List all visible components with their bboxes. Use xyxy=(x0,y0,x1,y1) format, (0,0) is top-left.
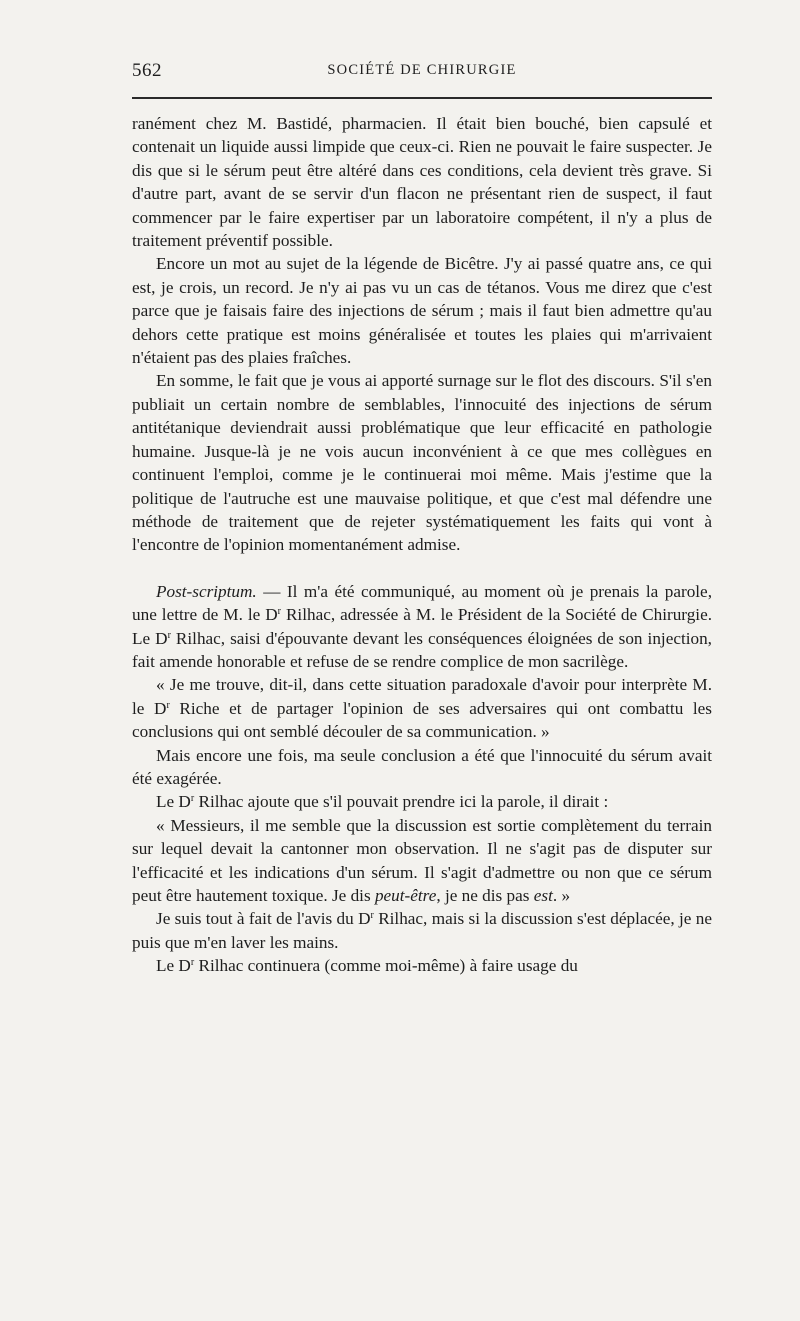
p5-text-b: Rilhac ajoute que s'il pouvait prendre ici la parole, il dirait : xyxy=(194,792,609,812)
paragraph-en-somme: En somme, le fait que je vous ai apporté surnage sur le flot des discours. S'il s'en publiait un certain nombre de semblables, l'innocuité des injections de sérum antitétanique deviendrait aussi problématique que leur efficacité en pathologie humaine. Jusque-là je ne vois aucun inconvénient à ce que mes collègues en continuent l'emploi, comme je le continuerai moi même. Mais j'estime que la politique de l'autruche est une mauvaise politique, et que c'est mal défendre une méthode de traitement que de rejeter systématiquement les faits qui vont à l'encontre de l'opinion momentanément admise. xyxy=(132,371,712,555)
paragraph-bicetre: Encore un mot au sujet de la légende de Bicêtre. J'y ai passé quatre ans, ce qui est, je crois, un record. Je n'y ai pas vu un cas de tétanos. Vous me direz que c'est parce que je faisais faire des injections de sérum ; mais il faut bien admettre qu'au dehors cette pratique est moins généralisée et toutes les plaies qui m'arrivaient n'étaient pas des plaies fraîches. xyxy=(132,254,712,368)
p6-text-a: Je suis tout à fait de l'avis du D xyxy=(156,909,371,929)
paragraph-continuera xyxy=(132,954,712,977)
ps-sup-2: r xyxy=(167,629,171,641)
ps-text-c: Rilhac, saisi d'épouvante devant les conséquences éloignées de son injection, fait amende honorable et refuse de se rendre complice de mon sacrilège. xyxy=(132,628,712,671)
header-rule xyxy=(132,97,712,99)
quote2-text-b: , je ne dis pas xyxy=(436,886,534,905)
quote1-text-a: « Je me trouve, dit-il, dans cette situation paradoxale d'avoir pour interprète M. le D xyxy=(132,675,712,718)
ps-text-a: — Il m'a été communiqué, au moment où je prenais la parole, une lettre de M. le D xyxy=(132,581,712,625)
paragraph-continued: ranément chez M. Bastidé, pharmacien. Il était bien bouché, bien capsulé et contenait un liquide aussi limpide que ceux-ci. Rien ne pouvait le faire suspecter. Je dis que si le sérum peut être altéré dans ces conditions, cela devient très grave. Si d'autre part, avant de se servir d'un flacon ne présentant rien de suspect, il faut commencer par le faire expertiser par un laboratoire compétent, il n'y a plus de traitement préventif possible. xyxy=(132,114,712,251)
quote1-text-b: Riche et de partager l'opinion de ses adversaires qui ont combattu les conclusions qui ont semblé découler de sa communication. » xyxy=(132,698,712,742)
paragraph-rilhac-ajoute xyxy=(132,790,712,813)
quote1-sup: r xyxy=(166,699,170,711)
paragraph-avis xyxy=(132,907,712,954)
body-text xyxy=(132,112,712,978)
p5-sup: r xyxy=(190,793,195,805)
running-title: SOCIÉTÉ DE CHIRURGIE xyxy=(327,62,517,78)
quote2-text-a: « Messieurs, il me semble que la discussion est sortie complètement du terrain sur lequel devait la cantonner mon observation. Il ne s'agit pas de disputer sur l'efficacité et les indications d'un sérum. Il s'agit d'admettre ou non que ce sérum peut être hautement toxique. Je dis xyxy=(132,815,712,905)
p7-text-a: Le D xyxy=(156,956,191,976)
ps-sup-1: r xyxy=(277,606,281,618)
quote2-italic-1: peut-être xyxy=(374,886,437,905)
p6-sup: r xyxy=(370,910,374,922)
p5-text-a: Le D xyxy=(156,792,191,812)
post-scriptum-label: Post-scriptum. xyxy=(156,581,257,601)
paragraph-conclusion: Mais encore une fois, ma seule conclusion a été que l'innocuité du sérum avait été exagérée. xyxy=(132,745,712,788)
quote2-italic-2: est xyxy=(533,886,553,905)
quote2-text-c: . » xyxy=(552,886,571,905)
section-gap xyxy=(132,557,712,580)
p7-sup: r xyxy=(190,957,195,969)
p6-text-b: Rilhac, mais si la discussion s'est déplacée, je ne puis que m'en laver les mains. xyxy=(132,909,712,952)
page-header xyxy=(132,58,712,88)
paragraph-quote-rilhac xyxy=(132,673,712,743)
page-number: 562 xyxy=(132,60,162,81)
paragraph-post-scriptum xyxy=(132,580,712,674)
paragraph-quote-messieurs xyxy=(132,814,712,908)
ps-text-b: Rilhac, adressée à M. le Président de la Société de Chirurgie. Le D xyxy=(132,605,712,648)
p7-text-b: Rilhac continuera (comme moi-même) à faire usage du xyxy=(194,956,578,976)
